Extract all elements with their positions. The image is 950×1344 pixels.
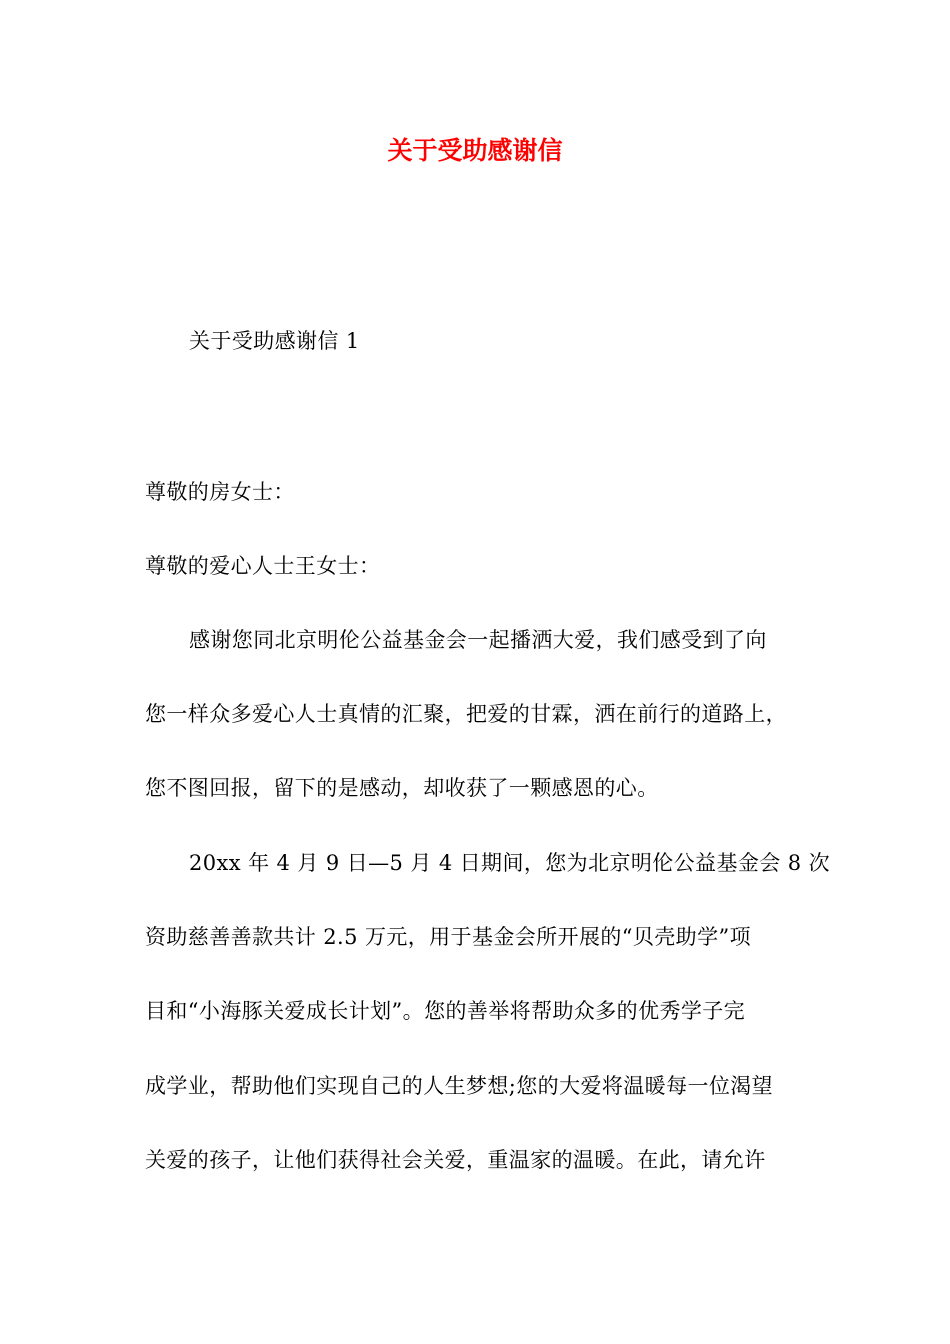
greeting-line: 尊敬的爱心人士王女士： [145, 554, 381, 578]
paragraph-line: 关爱的孩子，让他们获得社会关爱，重温家的温暖。在此，请允许 [145, 1148, 766, 1172]
paragraph-line: 成学业，帮助他们实现自己的人生梦想;您的大爱将温暖每一位渴望 [145, 1074, 774, 1098]
paragraph-line: 您一样众多爱心人士真情的汇聚，把爱的甘霖，洒在前行的道路上， [145, 702, 787, 726]
section-heading: 关于受助感谢信 1 [189, 329, 360, 353]
paragraph-line: 资助慈善善款共计 2.5 万元，用于基金会所开展的“贝壳助学”项 [145, 925, 752, 949]
paragraph-line: 目和“小海豚关爱成长计划”。您的善举将帮助众多的优秀学子完 [145, 999, 746, 1023]
document-title: 关于受助感谢信 [387, 136, 563, 165]
paragraph-line: 您不图回报，留下的是感动，却收获了一颗感恩的心。 [145, 776, 659, 800]
paragraph-line: 感谢您同北京明伦公益基金会一起播洒大爱，我们感受到了向 [189, 628, 767, 652]
paragraph-line: 20xx 年 4 月 9 日—5 月 4 日期间，您为北京明伦公益基金会 8 次 [189, 851, 830, 875]
greeting-line: 尊敬的房女士： [145, 480, 295, 504]
